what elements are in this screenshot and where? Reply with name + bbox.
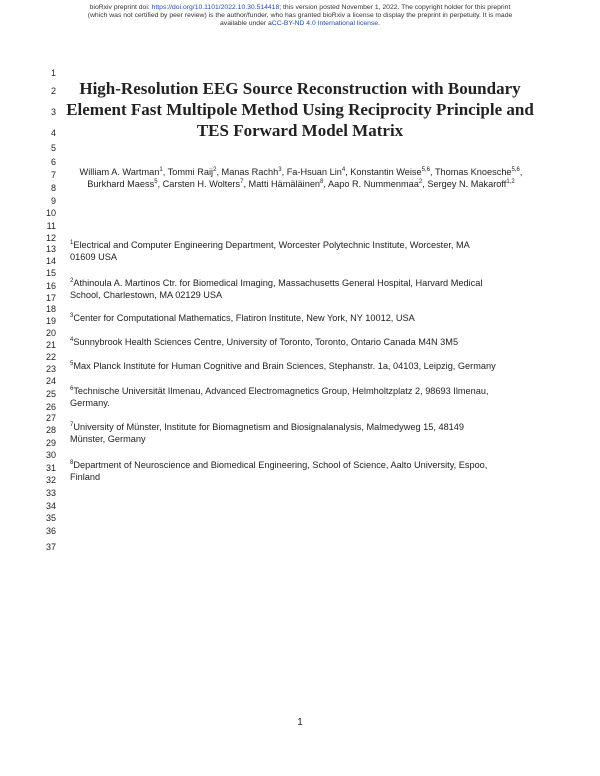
author-name: Fa-Hsuan Lin: [286, 167, 342, 177]
paper-title: [60, 78, 540, 141]
header-text: ; this version posted November 1, 2022. The copyright holder for this preprint: [279, 4, 511, 11]
author-affiliation-mark: 2: [418, 178, 423, 185]
line-number: 6: [50, 157, 56, 167]
affiliation-text: Athinoula A. Martinos Ctr. for Biomedical Imaging, Massachusetts General Hospital, Harvard Medical: [73, 278, 483, 288]
line-number: 10: [45, 208, 56, 218]
line-number: 7: [50, 170, 56, 180]
line-number: 12: [45, 233, 56, 243]
line-number: 5: [50, 143, 56, 153]
line-number: 29: [45, 438, 56, 448]
line-number: 34: [45, 501, 56, 511]
line-number: 8: [50, 183, 56, 193]
affiliation-mark: 6: [70, 385, 74, 392]
affiliation-line: [70, 459, 540, 471]
author-affiliation-mark: 2: [213, 166, 217, 173]
author: [249, 179, 324, 189]
author-list: William A. Wartman$^1$, Tommi Raij$^2$, Manas Rachh$^3$, Fa-Hsuan Lin$^4$, Konstantin Weise$^{5,6}$, Thomas Knoesche$^{5,6}$, Burkhard Maess$^5$, Carsten H. Wolters$^7$, Matti Hämäläinen$^8$, Aapo R. Nummenmaa$^2$, Sergey N. Makaroff$^{1,2}$: [79, 166, 523, 189]
affiliation: [70, 360, 540, 372]
header-line-2: (which was not certified by peer review) is the author/funder, who has granted bioRxiv a license to display the preprint in perpetuity. It is made: [87, 12, 513, 19]
affiliation-line: [70, 336, 540, 348]
author-name: Aapo R. Nummenmaa: [328, 179, 419, 189]
author-affiliation-mark: 4: [341, 166, 346, 173]
affiliation: [70, 277, 540, 301]
line-number: 14: [45, 256, 56, 266]
line-number: 27: [45, 413, 56, 423]
line-number: 3: [50, 107, 56, 117]
title-line: TES Forward Model Matrix: [196, 121, 404, 140]
affiliation-line: [70, 385, 540, 397]
line-number: 21: [45, 340, 56, 350]
affiliation-line: [70, 289, 540, 301]
line-number: 13: [45, 244, 56, 254]
author-name: Manas Rachh: [221, 167, 279, 177]
line-number: 37: [45, 542, 56, 552]
affiliation-text: Finland: [70, 472, 101, 482]
author: [168, 167, 217, 177]
line-number: 16: [45, 281, 56, 291]
author: [87, 179, 157, 189]
author-name: Carsten H. Wolters: [162, 179, 241, 189]
affiliation-mark: 2: [70, 277, 74, 284]
header-text: available under a: [220, 20, 272, 27]
line-number: 26: [45, 402, 56, 412]
line-number: 36: [45, 526, 56, 536]
header-text: bioRxiv preprint doi:: [89, 4, 152, 11]
line-number: 2: [50, 86, 56, 96]
title-line: High-Resolution EEG Source Reconstruction with Boundary: [79, 79, 521, 98]
doi-link[interactable]: https://doi.org/10.1101/2022.10.30.514418: [151, 4, 280, 11]
line-number: 30: [45, 450, 56, 460]
affiliation-line: [70, 277, 540, 289]
affiliation-text: Max Planck Institute for Human Cognitive and Brain Sciences, Stephanstr. 1a, 04103, Leipzig, Germany: [73, 361, 496, 371]
affiliation-text: Department of Neuroscience and Biomedical Engineering, School of Science, Aalto University, Espoo,: [73, 460, 488, 470]
author: [163, 179, 244, 189]
license-link[interactable]: CC-BY-ND 4.0 International license: [271, 20, 379, 27]
affiliation-text: School, Charlestown, MA 02129 USA: [70, 290, 223, 300]
affiliation-line: [70, 397, 540, 409]
line-number: 9: [50, 196, 56, 206]
line-number: 32: [45, 475, 56, 485]
affiliation-text: Center for Computational Mathematics, Flatiron Institute, New York, NY 10012, USA: [73, 313, 415, 323]
author: [80, 167, 163, 177]
affiliation: [70, 336, 540, 348]
affiliation-text: Electrical and Computer Engineering Department, Worcester Polytechnic Institute, Worcester, MA: [73, 240, 470, 250]
line-number: 15: [45, 268, 56, 278]
affiliation-line: [70, 360, 540, 372]
affiliation: [70, 239, 540, 263]
line-number: 18: [45, 304, 56, 314]
affiliation-line: [70, 312, 540, 324]
line-number: 23: [45, 364, 56, 374]
line-number: 17: [45, 293, 56, 303]
affiliation: [70, 312, 540, 324]
preprint-header: [0, 4, 600, 28]
line-number: 24: [45, 376, 56, 386]
header-line-3: [0, 20, 600, 28]
line-number: 19: [45, 316, 56, 326]
affiliation-mark: 3: [70, 312, 74, 319]
author: [287, 167, 346, 177]
affiliation-mark: 8: [70, 459, 74, 466]
affiliation-text: Sunnybrook Health Sciences Centre, University of Toronto, Toronto, Ontario Canada M4N 3M5: [73, 337, 459, 347]
author: [222, 167, 282, 177]
affiliation-text: Technische Universität Ilmenau, Advanced Electromagnetics Group, Helmholtzplatz 2, 98693 Ilmenau,: [73, 386, 489, 396]
line-number: 20: [45, 328, 56, 338]
author: [328, 179, 422, 189]
author-name: William A. Wartman: [79, 167, 160, 177]
author: [435, 167, 520, 177]
affiliation-line: [70, 239, 540, 251]
page-number: 1: [297, 717, 303, 728]
author-affiliation-mark: 8: [320, 178, 324, 185]
line-number: 35: [45, 513, 56, 523]
line-number: 28: [45, 425, 56, 435]
author-name: Tommi Raij: [167, 167, 214, 177]
author-affiliation-mark: 3: [278, 166, 282, 173]
line-number: 22: [45, 352, 56, 362]
affiliation: [70, 459, 540, 483]
affiliation-line: [70, 471, 540, 483]
affiliation-mark: 4: [70, 336, 74, 343]
author-affiliation-mark: 5,6: [511, 166, 520, 173]
author-affiliation-mark: 7: [240, 178, 244, 185]
affiliation-text: Münster, Germany: [70, 434, 146, 444]
affiliation-mark: 5: [70, 360, 74, 367]
author: [427, 179, 514, 189]
line-number: 33: [45, 488, 56, 498]
affiliation: [70, 421, 540, 445]
line-number: 11: [46, 221, 56, 231]
author: [350, 167, 430, 177]
affiliation-line: [70, 433, 540, 445]
affiliation-text: 01609 USA: [70, 252, 117, 262]
affiliation-mark: 7: [70, 421, 74, 428]
author-affiliation-mark: 1: [159, 166, 163, 173]
affiliation-line: [70, 421, 540, 433]
line-number: 25: [45, 389, 56, 399]
affiliation-text: Germany.: [70, 398, 110, 408]
author-affiliation-mark: 5: [154, 178, 158, 185]
author-name: Konstantin Weise: [350, 167, 422, 177]
affiliation: [70, 385, 540, 409]
line-number: 31: [45, 463, 56, 473]
author-name: Matti Hämäläinen: [248, 179, 321, 189]
header-line-1: [0, 4, 600, 12]
affiliation-text: University of Münster, Institute for Biomagnetism and Biosignalanalysis, Malmedyweg 15, 48149: [73, 422, 465, 432]
author-name: Thomas Knoesche: [434, 167, 512, 177]
author-name: Burkhard Maess: [87, 179, 155, 189]
affiliation-mark: 1: [70, 239, 74, 246]
affiliation-line: [70, 251, 540, 263]
author-affiliation-mark: 5,6: [421, 166, 430, 173]
line-number: 1: [50, 68, 56, 78]
author-name: Sergey N. Makaroff: [427, 179, 507, 189]
author-affiliation-mark: 1,2: [506, 178, 515, 185]
title-line: Element Fast Multipole Method Using Reciprocity Principle and: [66, 100, 534, 119]
line-number: 4: [50, 128, 56, 138]
header-text: .: [378, 20, 380, 27]
